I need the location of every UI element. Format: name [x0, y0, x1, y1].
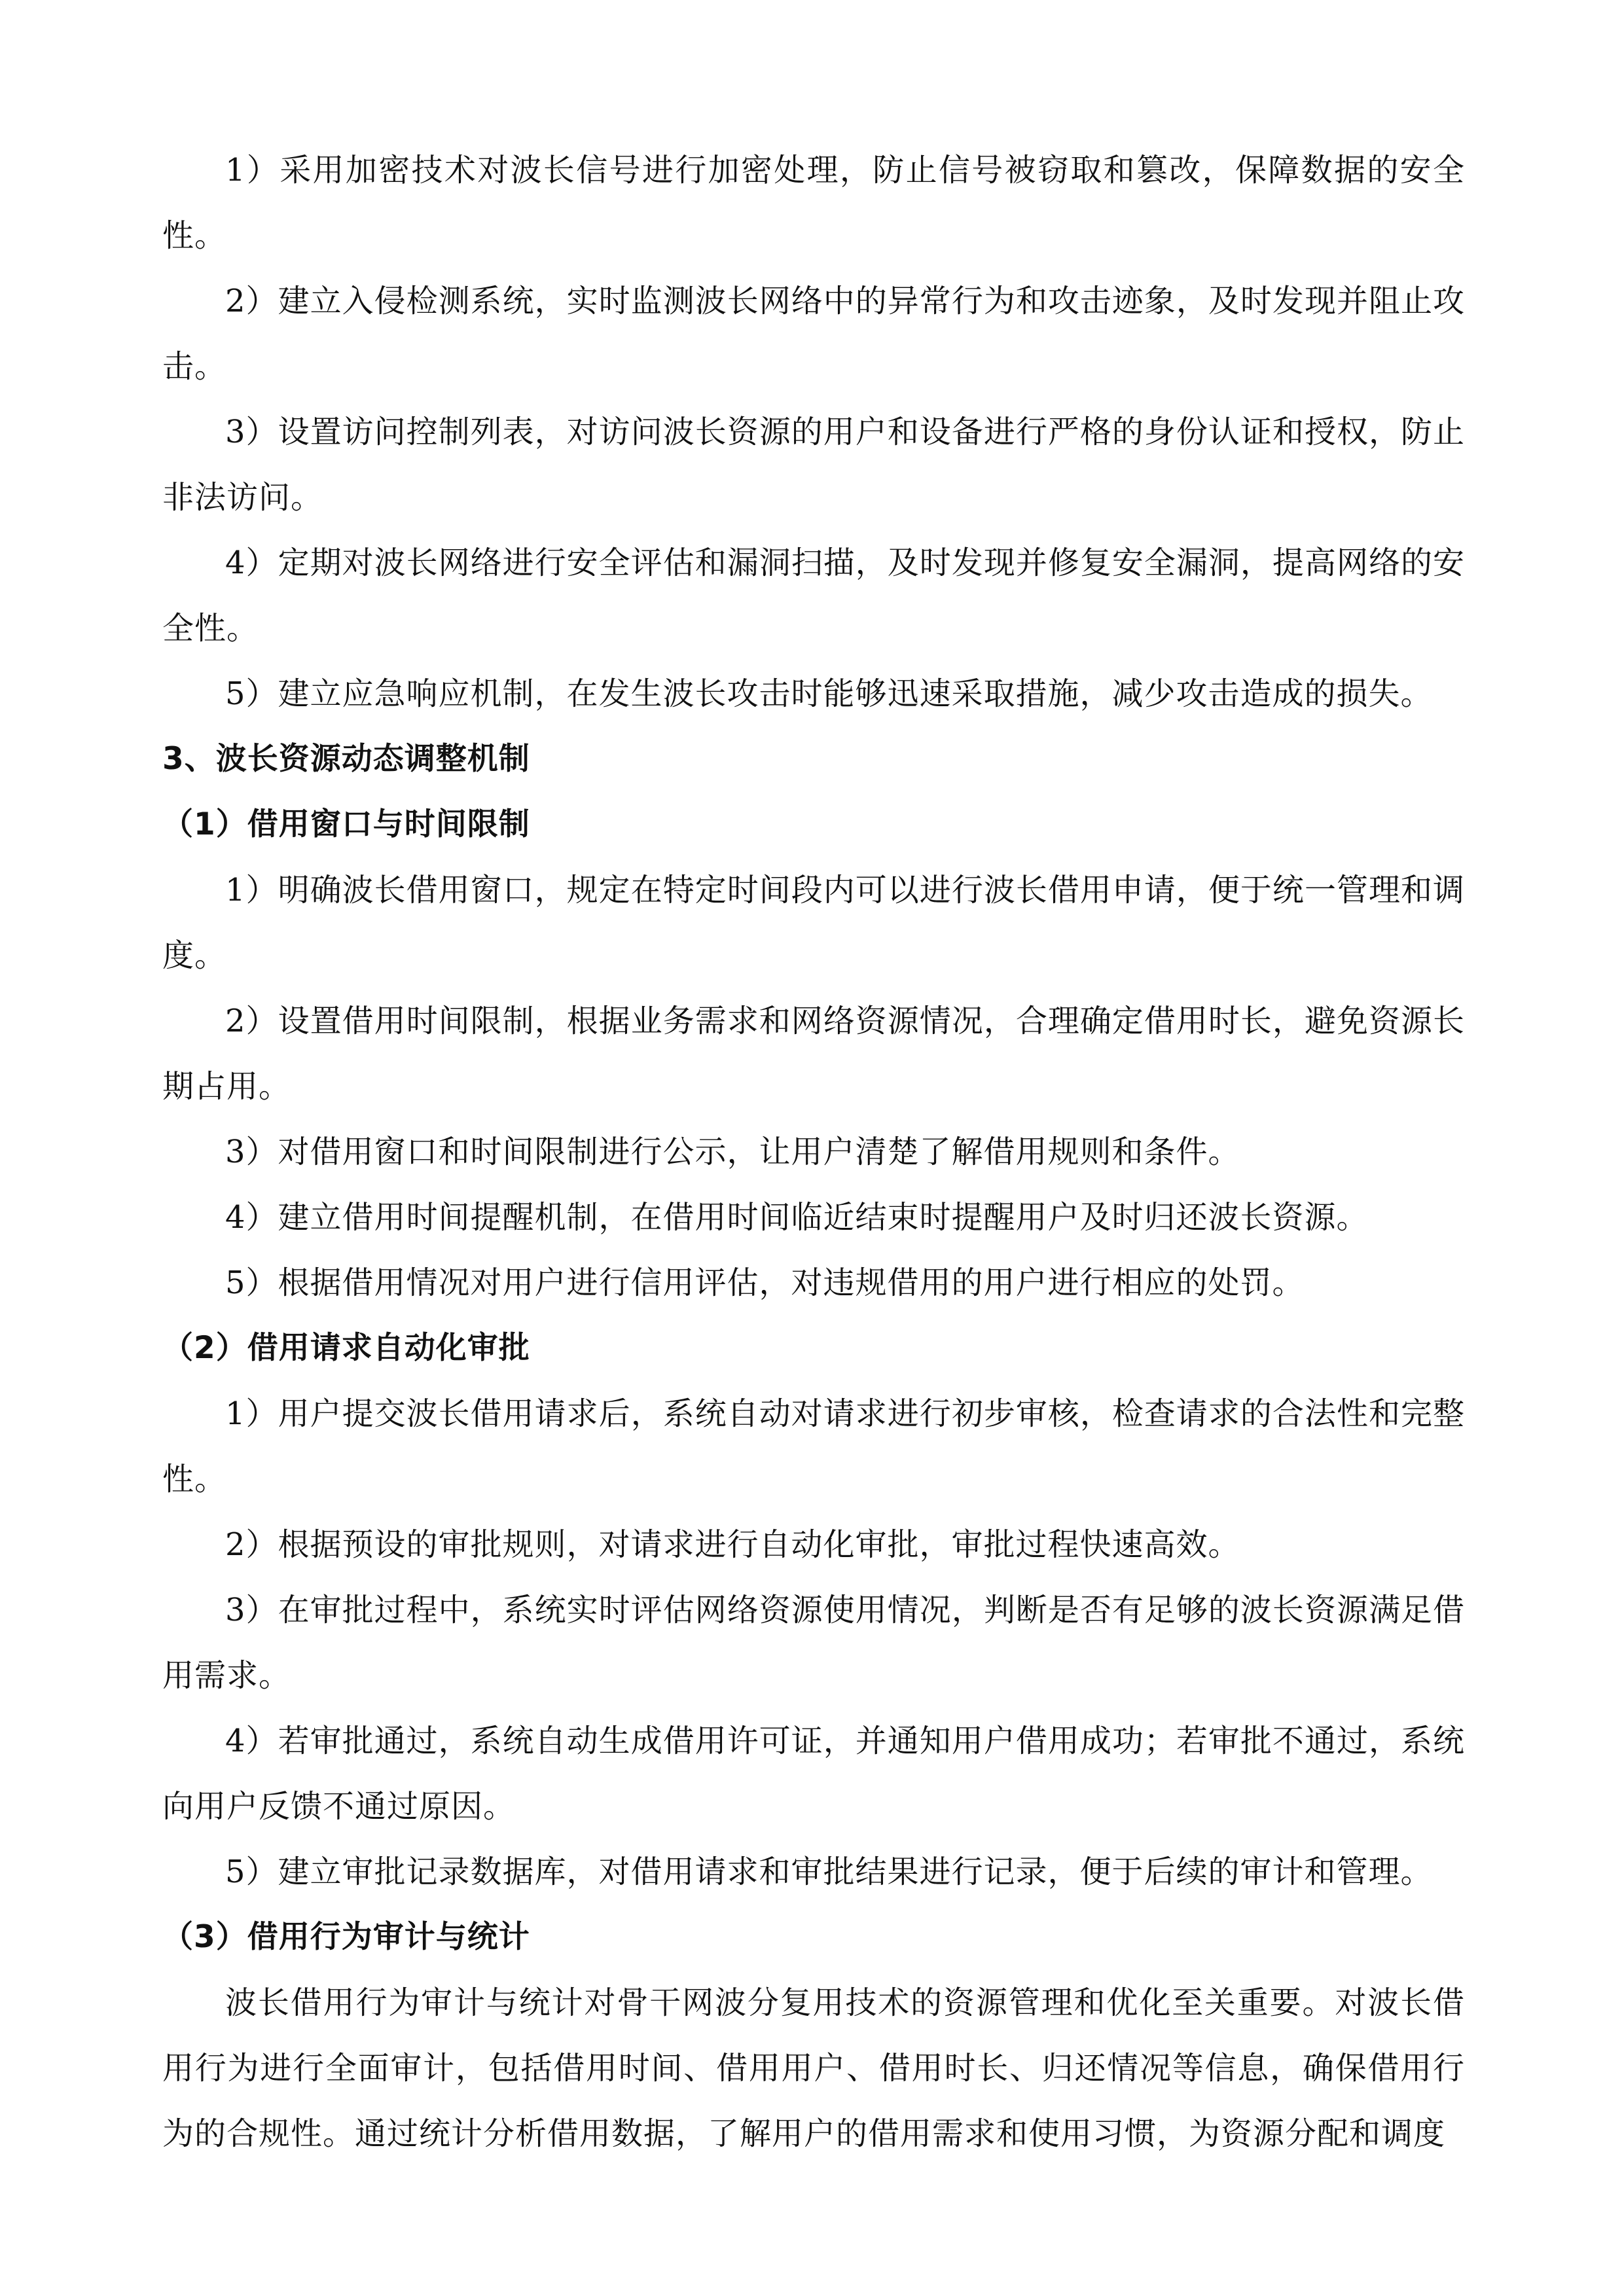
- document-body: [162, 137, 1465, 2166]
- paragraph: 2）根据预设的审批规则，对请求进行自动化审批，审批过程快速高效。: [225, 1526, 1240, 1563]
- paragraph: 2）设置借用时间限制，根据业务需求和网络资源情况，合理确定借用时长，避免资源长期占用。: [162, 1003, 1465, 1105]
- paragraph: 1）采用加密技术对波长信号进行加密处理，防止信号被窃取和篡改，保障数据的安全性。: [162, 152, 1465, 254]
- subsection-heading: （3）借用行为审计与统计: [162, 1919, 530, 1955]
- subsection-heading: （2）借用请求自动化审批: [162, 1330, 530, 1366]
- paragraph: 4）若审批通过，系统自动生成借用许可证，并通知用户借用成功；若审批不通过，系统向用户反馈不通过原因。: [162, 1723, 1465, 1825]
- paragraph: 2）建立入侵检测系统，实时监测波长网络中的异常行为和攻击迹象，及时发现并阻止攻击。: [162, 283, 1465, 385]
- paragraph: 3）设置访问控制列表，对访问波长资源的用户和设备进行严格的身份认证和授权，防止非法访问。: [162, 414, 1465, 516]
- paragraph: 1）明确波长借用窗口，规定在特定时间段内可以进行波长借用申请，便于统一管理和调度。: [162, 872, 1465, 974]
- paragraph: 3）对借用窗口和时间限制进行公示，让用户清楚了解借用规则和条件。: [225, 1134, 1240, 1170]
- paragraph: 3）在审批过程中，系统实时评估网络资源使用情况，判断是否有足够的波长资源满足借用需求。: [162, 1592, 1465, 1694]
- paragraph: 5）建立审批记录数据库，对借用请求和审批结果进行记录，便于后续的审计和管理。: [225, 1854, 1433, 1890]
- paragraph: 5）根据借用情况对用户进行信用评估，对违规借用的用户进行相应的处罚。: [225, 1265, 1305, 1301]
- paragraph: 5）建立应急响应机制，在发生波长攻击时能够迅速采取措施，减少攻击造成的损失。: [225, 675, 1433, 712]
- subsection-heading: （1）借用窗口与时间限制: [162, 806, 530, 842]
- paragraph: 4）建立借用时间提醒机制，在借用时间临近结束时提醒用户及时归还波长资源。: [225, 1199, 1369, 1236]
- paragraph: 4）定期对波长网络进行安全评估和漏洞扫描，及时发现并修复安全漏洞，提高网络的安全性。: [162, 545, 1465, 647]
- section-heading: 3、波长资源动态调整机制: [162, 741, 530, 777]
- paragraph: 波长借用行为审计与统计对骨干网波分复用技术的资源管理和优化至关重要。对波长借用行为进行全面审计，包括借用时间、借用用户、借用时长、归还情况等信息，确保借用行为的合规性。通过统计分析借用数据，了解用户的借用需求和使用习惯，为资源分配和调度: [162, 1984, 1465, 2152]
- paragraph: 1）用户提交波长借用请求后，系统自动对请求进行初步审核，检查请求的合法性和完整性。: [162, 1395, 1465, 1498]
